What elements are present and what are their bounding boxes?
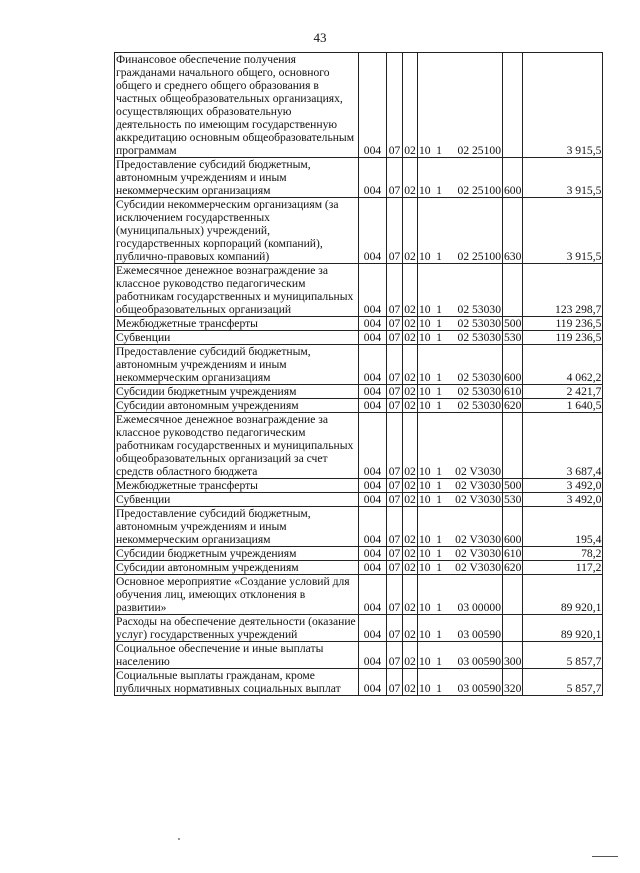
row-program-code: 10: [418, 575, 434, 615]
row-expense-type-code: 530: [504, 493, 522, 506]
row-section-code: 07: [387, 575, 403, 615]
table-row: [115, 331, 603, 345]
row-target-article-code: 03 00000: [445, 575, 503, 615]
row-subsection-code: 02: [404, 317, 416, 330]
row-program-code: 10: [418, 317, 434, 331]
row-expense-type-code: 300: [503, 642, 523, 669]
row-subprogram-code: 1: [434, 615, 445, 642]
row-ministry-code: 004: [359, 264, 387, 317]
row-name: Субвенции: [115, 331, 359, 345]
row-target-article-code: 02 V3030: [445, 479, 503, 493]
row-section-code: 07: [387, 493, 403, 507]
row-expense-type-code: 630: [503, 198, 523, 264]
row-subsection-code: 02: [403, 413, 418, 479]
row-amount: 3 687,4: [523, 413, 603, 479]
row-subsection-code: 02: [403, 642, 418, 669]
row-section-code: 07: [387, 331, 403, 345]
row-subprogram-code: 1: [434, 669, 445, 696]
row-amount: 3 492,0: [523, 479, 603, 493]
row-program-code: 10: [418, 264, 434, 317]
row-subsection-code: 02: [403, 198, 418, 264]
row-ministry-code: 004: [359, 669, 387, 696]
row-expense-type-code: 620: [504, 399, 522, 412]
row-program-code: 10: [418, 198, 434, 264]
table-row: [115, 399, 603, 413]
row-name: Предоставление субсидий бюджетным, автономным учреждениям и иным некоммерческим организациям: [115, 507, 359, 547]
row-ministry-code: 004: [359, 385, 387, 399]
row-section-code: 07: [387, 547, 403, 561]
row-ministry-code: 004: [359, 317, 387, 331]
row-target-article-code: 03 00590: [445, 642, 503, 669]
row-section-code: 07: [387, 507, 403, 547]
row-ministry-code: 004: [359, 413, 387, 479]
row-subprogram-code: 1: [434, 399, 445, 413]
row-target-article-code: 02 25100: [445, 53, 503, 158]
row-subsection-code: 02: [403, 615, 418, 642]
table-row: [115, 198, 603, 264]
row-subprogram-code: 1: [434, 264, 445, 317]
row-target-article-code: 02 V3030: [445, 413, 503, 479]
row-subprogram-code: 1: [434, 493, 445, 507]
row-subsection-code: 02: [403, 669, 418, 696]
table-row: [115, 385, 603, 399]
row-target-article-code: 02 53030: [445, 399, 503, 413]
row-name: Основное мероприятие «Создание условий для обучения лиц, имеющих отклонения в развитии»: [115, 575, 359, 615]
row-subprogram-code: 1: [434, 479, 445, 493]
row-program-code: 10: [418, 479, 434, 493]
row-target-article-code: 02 25100: [445, 158, 503, 198]
row-subsection-code: 02: [404, 561, 416, 574]
table-row: [115, 413, 603, 479]
row-ministry-code: 004: [359, 331, 387, 345]
row-subsection-code: 02: [403, 264, 418, 317]
scan-speck: [178, 838, 180, 840]
row-amount: 119 236,5: [523, 331, 603, 345]
row-name: Субвенции: [115, 493, 359, 507]
row-target-article-code: 02 V3030: [445, 561, 503, 575]
row-subsection-code: 02: [404, 547, 416, 560]
row-section-code: 07: [387, 561, 403, 575]
row-name: Финансовое обеспечение получения гражданами начального общего, основного общего и среднего общего образования в частных общеобразовательных организациях, осуществляющих образовательную деятельность по имеющим государственную аккредитацию основным общеобразовательным программам: [115, 53, 359, 158]
row-ministry-code: 004: [359, 615, 387, 642]
table-row: [115, 53, 603, 158]
table-row: [115, 575, 603, 615]
row-ministry-code: 004: [359, 493, 387, 507]
row-subprogram-code: 1: [434, 53, 445, 158]
row-subprogram-code: 1: [434, 158, 445, 198]
row-name: Субсидии некоммерческим организациям (за исключением государственных (муниципальных) учреждений, государственных корпораций (компаний), публично-правовых компаний): [115, 198, 359, 264]
row-section-code: 07: [387, 345, 403, 385]
row-amount: 119 236,5: [523, 317, 603, 331]
row-program-code: 10: [418, 399, 434, 413]
budget-table-body: [115, 53, 603, 696]
row-ministry-code: 004: [359, 507, 387, 547]
row-ministry-code: 004: [359, 198, 387, 264]
row-expense-type-code: [503, 264, 523, 317]
row-section-code: 07: [387, 413, 403, 479]
row-subprogram-code: 1: [434, 507, 445, 547]
row-expense-type-code: 500: [504, 479, 522, 492]
row-name: Предоставление субсидий бюджетным, автономным учреждениям и иным некоммерческим организациям: [115, 158, 359, 198]
row-amount: 3 915,5: [523, 198, 603, 264]
row-name: Межбюджетные трансферты: [115, 479, 359, 493]
row-name: Ежемесячное денежное вознаграждение за классное руководство педагогическим работникам государственных и муниципальных общеобразовательных организаций: [115, 264, 359, 317]
row-amount: 1 640,5: [523, 399, 603, 413]
row-amount: 2 421,7: [523, 385, 603, 399]
row-subprogram-code: 1: [434, 345, 445, 385]
row-program-code: 10: [418, 669, 434, 696]
table-row: [115, 615, 603, 642]
row-subprogram-code: 1: [434, 561, 445, 575]
row-target-article-code: 02 53030: [445, 331, 503, 345]
row-ministry-code: 004: [359, 399, 387, 413]
row-name: Межбюджетные трансферты: [115, 317, 359, 331]
row-subprogram-code: 1: [434, 642, 445, 669]
row-expense-type-code: 620: [504, 561, 522, 574]
row-program-code: 10: [418, 158, 434, 198]
row-ministry-code: 004: [359, 345, 387, 385]
row-section-code: 07: [387, 385, 403, 399]
row-ministry-code: 004: [359, 575, 387, 615]
row-section-code: 07: [387, 642, 403, 669]
row-target-article-code: 02 V3030: [445, 493, 503, 507]
row-program-code: 10: [418, 561, 434, 575]
row-section-code: 07: [387, 317, 403, 331]
table-row: [115, 507, 603, 547]
row-expense-type-code: [503, 53, 523, 158]
row-program-code: 10: [418, 385, 434, 399]
row-subsection-code: 02: [404, 399, 416, 412]
table-row: [115, 561, 603, 575]
row-section-code: 07: [387, 198, 403, 264]
row-subsection-code: 02: [404, 331, 416, 344]
row-amount: 195,4: [523, 507, 603, 547]
budget-table: [114, 52, 603, 696]
row-amount: 123 298,7: [523, 264, 603, 317]
row-program-code: 10: [418, 615, 434, 642]
row-subprogram-code: 1: [434, 317, 445, 331]
row-name: Субсидии автономным учреждениям: [115, 399, 359, 413]
row-amount: 78,2: [523, 547, 603, 561]
row-program-code: 10: [418, 547, 434, 561]
table-row: [115, 317, 603, 331]
row-target-article-code: 03 00590: [445, 669, 503, 696]
row-expense-type-code: 530: [504, 331, 522, 344]
row-target-article-code: 02 53030: [445, 385, 503, 399]
row-subprogram-code: 1: [434, 575, 445, 615]
table-row: [115, 158, 603, 198]
row-program-code: 10: [418, 345, 434, 385]
row-ministry-code: 004: [359, 642, 387, 669]
row-section-code: 07: [387, 399, 403, 413]
row-expense-type-code: 600: [503, 507, 523, 547]
row-program-code: 10: [418, 413, 434, 479]
row-name: Предоставление субсидий бюджетным, автономным учреждениям и иным некоммерческим организациям: [115, 345, 359, 385]
row-subsection-code: 02: [403, 158, 418, 198]
table-row: [115, 345, 603, 385]
row-amount: 3 915,5: [523, 158, 603, 198]
row-subsection-code: 02: [403, 507, 418, 547]
row-amount: 89 920,1: [523, 575, 603, 615]
row-name: Субсидии бюджетным учреждениям: [115, 385, 359, 399]
row-subsection-code: 02: [403, 575, 418, 615]
row-expense-type-code: 610: [504, 385, 522, 398]
table-row: [115, 264, 603, 317]
row-section-code: 07: [387, 53, 403, 158]
row-section-code: 07: [387, 669, 403, 696]
row-subprogram-code: 1: [434, 385, 445, 399]
row-ministry-code: 004: [359, 561, 387, 575]
row-ministry-code: 004: [359, 479, 387, 493]
row-name: Расходы на обеспечение деятельности (оказание услуг) государственных учреждений: [115, 615, 359, 642]
row-target-article-code: 02 V3030: [445, 547, 503, 561]
row-section-code: 07: [387, 615, 403, 642]
row-ministry-code: 004: [359, 158, 387, 198]
row-amount: 3 492,0: [523, 493, 603, 507]
table-row: [115, 493, 603, 507]
table-row: [115, 479, 603, 493]
row-amount: 89 920,1: [523, 615, 603, 642]
row-program-code: 10: [418, 507, 434, 547]
row-ministry-code: 004: [359, 53, 387, 158]
row-expense-type-code: [503, 413, 523, 479]
row-name: Ежемесячное денежное вознаграждение за классное руководство педагогическим работникам государственных и муниципальных общеобразовательных организаций за счет средств областного бюджета: [115, 413, 359, 479]
row-subsection-code: 02: [404, 479, 416, 492]
row-subsection-code: 02: [403, 345, 418, 385]
row-program-code: 10: [418, 493, 434, 507]
footer-rule: [592, 856, 618, 857]
row-ministry-code: 004: [359, 547, 387, 561]
row-target-article-code: 02 V3030: [445, 507, 503, 547]
row-target-article-code: 02 53030: [445, 264, 503, 317]
row-subsection-code: 02: [403, 53, 418, 158]
row-subprogram-code: 1: [434, 547, 445, 561]
row-subprogram-code: 1: [434, 198, 445, 264]
row-name: Социальное обеспечение и иные выплаты населению: [115, 642, 359, 669]
row-name: Социальные выплаты гражданам, кроме публичных нормативных социальных выплат: [115, 669, 359, 696]
row-target-article-code: 02 25100: [445, 198, 503, 264]
page-number: 43: [313, 30, 327, 45]
row-expense-type-code: 610: [504, 547, 522, 560]
row-section-code: 07: [387, 479, 403, 493]
row-section-code: 07: [387, 158, 403, 198]
row-subprogram-code: 1: [434, 331, 445, 345]
table-row: [115, 547, 603, 561]
row-subsection-code: 02: [404, 385, 416, 398]
row-program-code: 10: [418, 53, 434, 158]
row-program-code: 10: [418, 642, 434, 669]
table-row: [115, 642, 603, 669]
row-target-article-code: 03 00590: [445, 615, 503, 642]
row-name: Субсидии автономным учреждениям: [115, 561, 359, 575]
table-row: [115, 669, 603, 696]
row-section-code: 07: [387, 264, 403, 317]
row-subsection-code: 02: [404, 493, 416, 506]
row-expense-type-code: 600: [503, 158, 523, 198]
row-program-code: 10: [418, 331, 434, 345]
row-target-article-code: 02 53030: [445, 345, 503, 385]
row-amount: 5 857,7: [523, 642, 603, 669]
row-name: Субсидии бюджетным учреждениям: [115, 547, 359, 561]
row-expense-type-code: 320: [503, 669, 523, 696]
row-expense-type-code: 600: [503, 345, 523, 385]
row-amount: 4 062,2: [523, 345, 603, 385]
row-amount: 5 857,7: [523, 669, 603, 696]
row-expense-type-code: 500: [504, 317, 522, 330]
row-target-article-code: 02 53030: [445, 317, 503, 331]
row-expense-type-code: [503, 575, 523, 615]
row-amount: 3 915,5: [523, 53, 603, 158]
row-amount: 117,2: [523, 561, 603, 575]
row-expense-type-code: [503, 615, 523, 642]
row-subprogram-code: 1: [434, 413, 445, 479]
